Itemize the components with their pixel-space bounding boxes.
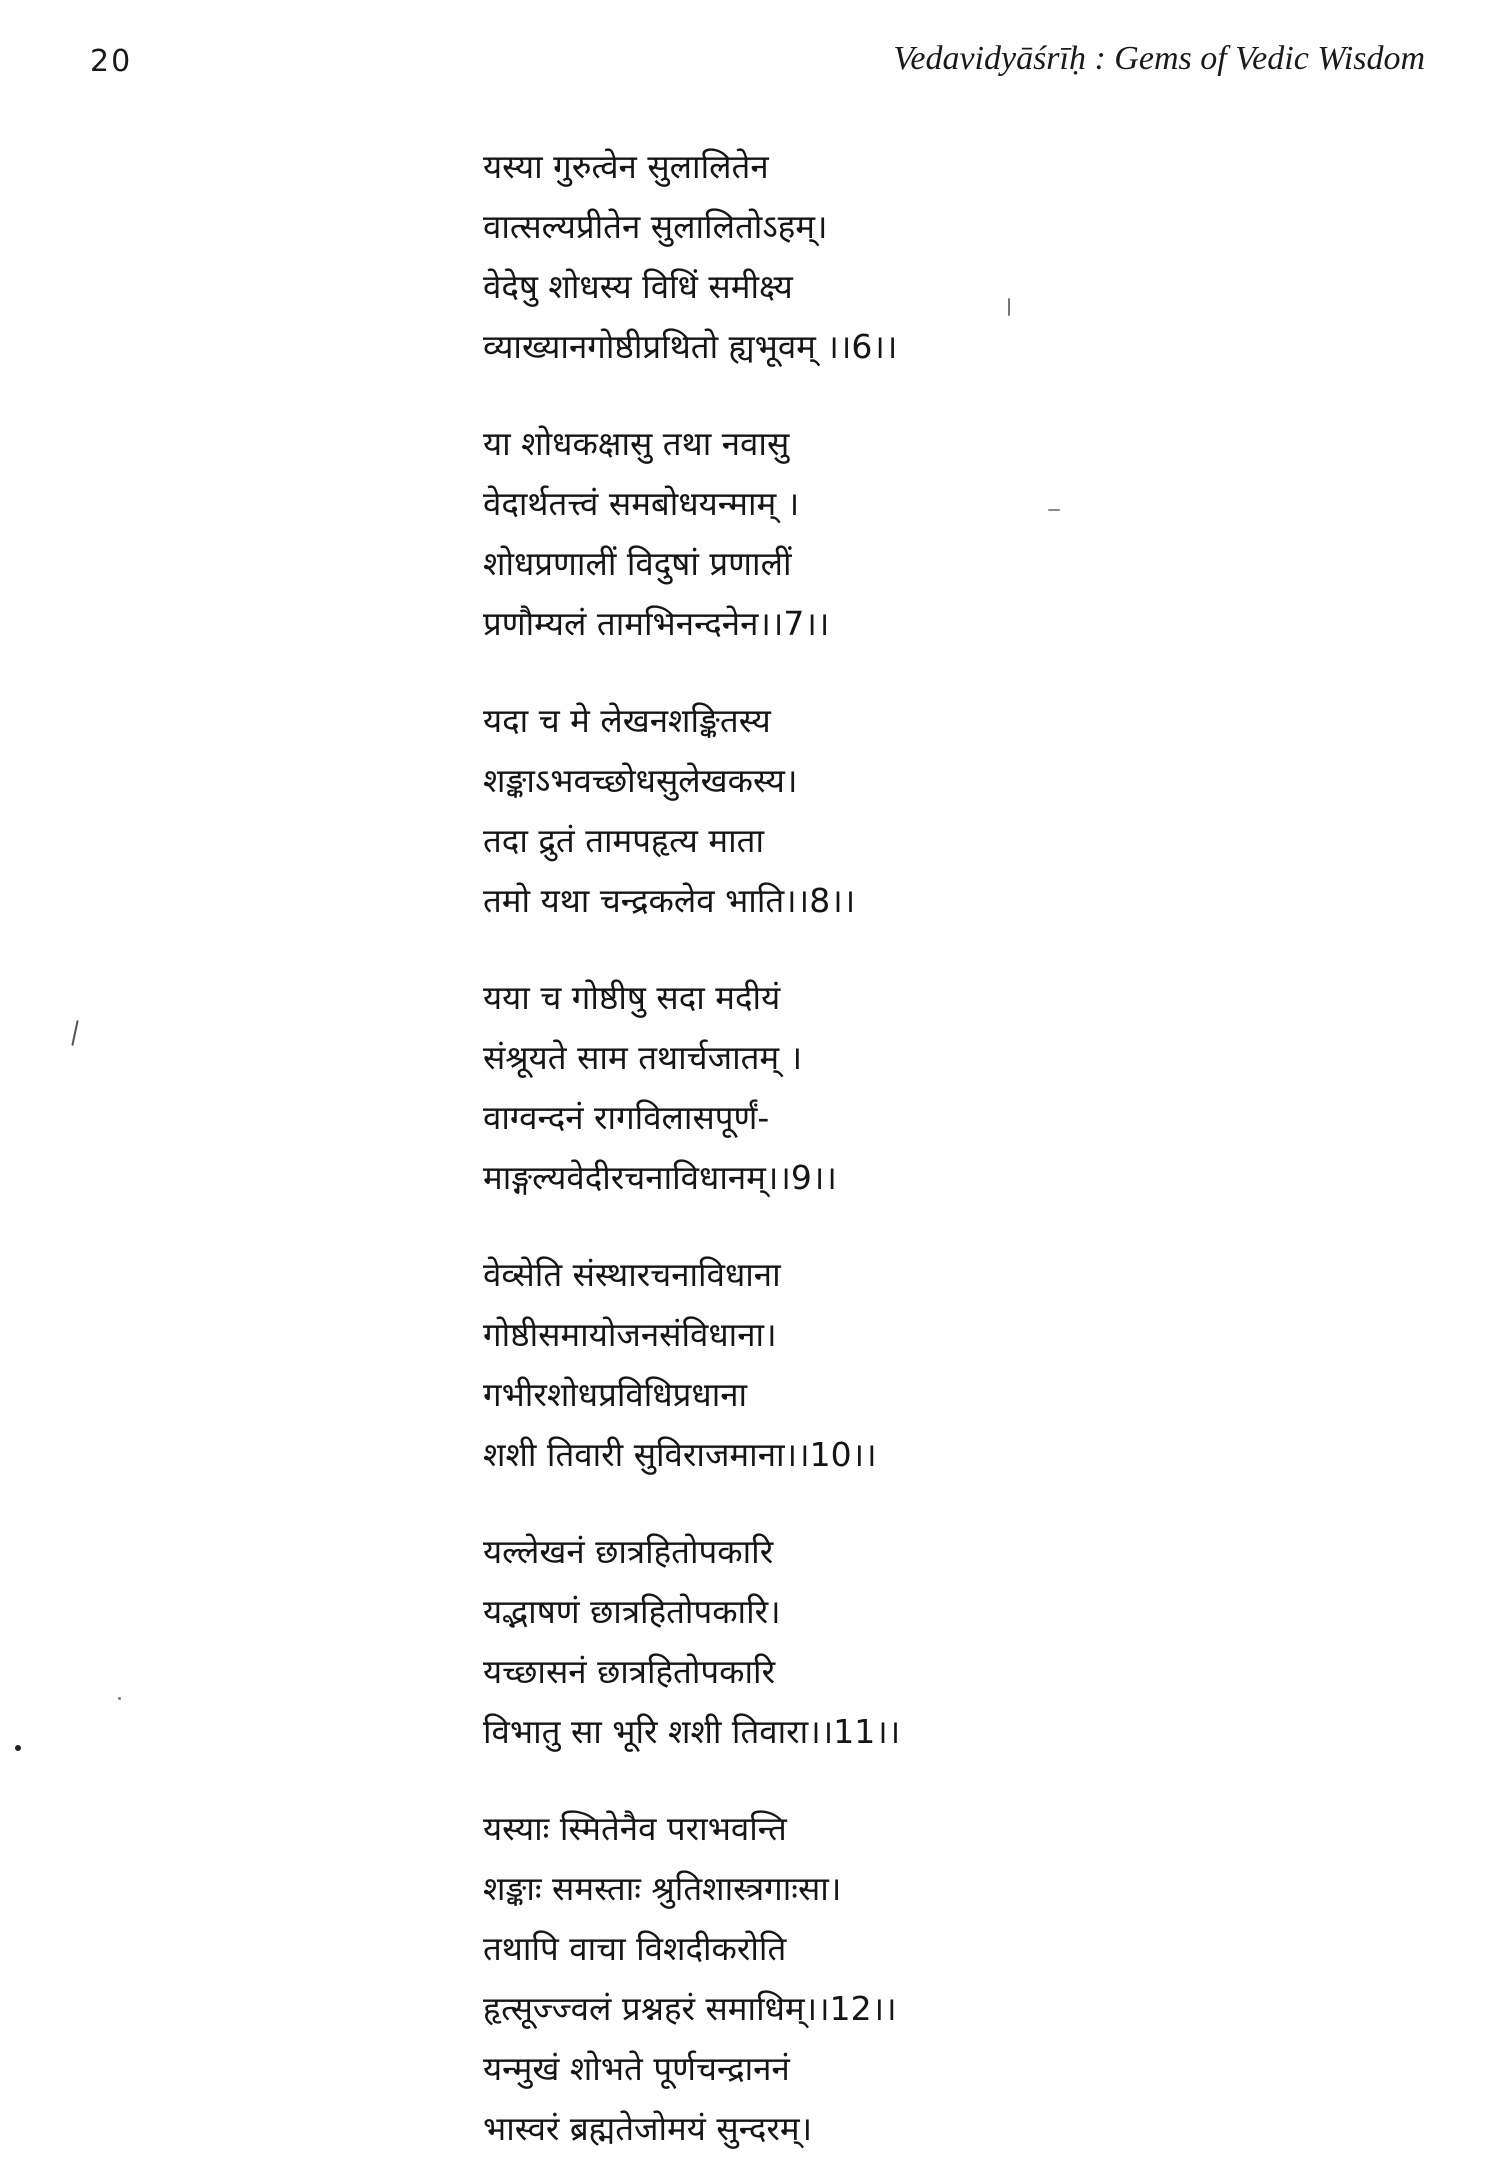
scan-speck bbox=[1008, 298, 1010, 316]
scan-speck bbox=[15, 1745, 21, 1751]
verse-line: यस्याः स्मितेनैव पराभवन्ति bbox=[483, 1809, 787, 1848]
verse-line: वेदार्थतत्त्वं समबोधयन्माम् । bbox=[483, 484, 800, 523]
verse-line: प्रणौम्यलं तामभिनन्दनेन।।7।। bbox=[483, 604, 830, 643]
verse-line: वाग्वन्दनं रागविलासपूर्णं- bbox=[483, 1098, 770, 1137]
verse-line: संश्रूयते साम तथार्चजातम् । bbox=[483, 1038, 803, 1077]
stanza bbox=[483, 1522, 1443, 1762]
stanza bbox=[483, 1245, 1443, 1485]
verse-line: यन्मुखं शोभते पूर्णचन्द्राननं bbox=[483, 2049, 790, 2088]
verse-line: हृत्सूज्ज्वलं प्रश्नहरं समाधिम्।।12।। bbox=[483, 1989, 897, 2028]
verse-line: तदा द्रुतं तामपहृत्य माता bbox=[483, 821, 765, 860]
verse-line: यच्छासनं छात्रहितोपकारि bbox=[483, 1652, 776, 1691]
verse-line: शङ्काऽभवच्छोधसुलेखकस्य। bbox=[483, 761, 798, 800]
stanza bbox=[483, 691, 1443, 931]
stanza bbox=[483, 2039, 1443, 2159]
verse-line: तथापि वाचा विशदीकरोति bbox=[483, 1929, 787, 1968]
verse-line: वेव्सेति संस्थारचनाविधाना bbox=[483, 1255, 781, 1294]
verse-line: शशी तिवारी सुविराजमाना।।10।। bbox=[483, 1435, 877, 1474]
verse-line: शोधप्रणालीं विदुषां प्रणालीं bbox=[483, 544, 792, 583]
verse-line: शङ्काः समस्ताः श्रुतिशास्त्रगाःसा। bbox=[483, 1869, 842, 1908]
page-number: 20 bbox=[90, 44, 133, 79]
verse-line: भास्वरं ब्रह्मतेजोमयं सुन्दरम्। bbox=[483, 2109, 813, 2148]
verse-line: यस्या गुरुत्वेन सुलालितेन bbox=[483, 147, 769, 186]
verse-line: गभीरशोधप्रविधिप्रधाना bbox=[483, 1375, 748, 1414]
verse-column bbox=[483, 137, 1443, 2159]
verse-line: व्याख्यानगोष्ठीप्रथितो ह्यभूवम् ।।6।। bbox=[483, 327, 898, 366]
verse-line: यद्भाषणं छात्रहितोपकारि। bbox=[483, 1592, 781, 1631]
scan-speck bbox=[118, 1697, 121, 1700]
verse-line: यदा च मे लेखनशङ्कितस्य bbox=[483, 701, 771, 740]
stanza bbox=[483, 414, 1443, 654]
verse-line: वात्सल्यप्रीतेन सुलालितोऽहम्। bbox=[483, 207, 828, 246]
verse-line: यल्लेखनं छात्रहितोपकारि bbox=[483, 1532, 774, 1571]
stanza bbox=[483, 137, 1443, 377]
stanza bbox=[483, 1799, 1443, 2039]
running-head: Vedavidyāśrīḥ : Gems of Vedic Wisdom bbox=[893, 40, 1425, 77]
verse-line: गोष्ठीसमायोजनसंविधाना। bbox=[483, 1315, 777, 1354]
verse-line: वेदेषु शोधस्य विधिं समीक्ष्य bbox=[483, 267, 793, 306]
verse-line: माङ्गल्यवेदीरचनाविधानम्।।9।। bbox=[483, 1158, 837, 1197]
scan-speck bbox=[1048, 509, 1060, 511]
scan-speck bbox=[71, 1020, 78, 1046]
stanza bbox=[483, 968, 1443, 1208]
verse-line: विभातु सा भूरि शशी तिवारा।।11।। bbox=[483, 1712, 901, 1751]
verse-line: तमो यथा चन्द्रकलेव भाति।।8।। bbox=[483, 881, 856, 920]
verse-line: या शोधकक्षासु तथा नवासु bbox=[483, 424, 790, 463]
verse-line: यया च गोष्ठीषु सदा मदीयं bbox=[483, 978, 781, 1017]
